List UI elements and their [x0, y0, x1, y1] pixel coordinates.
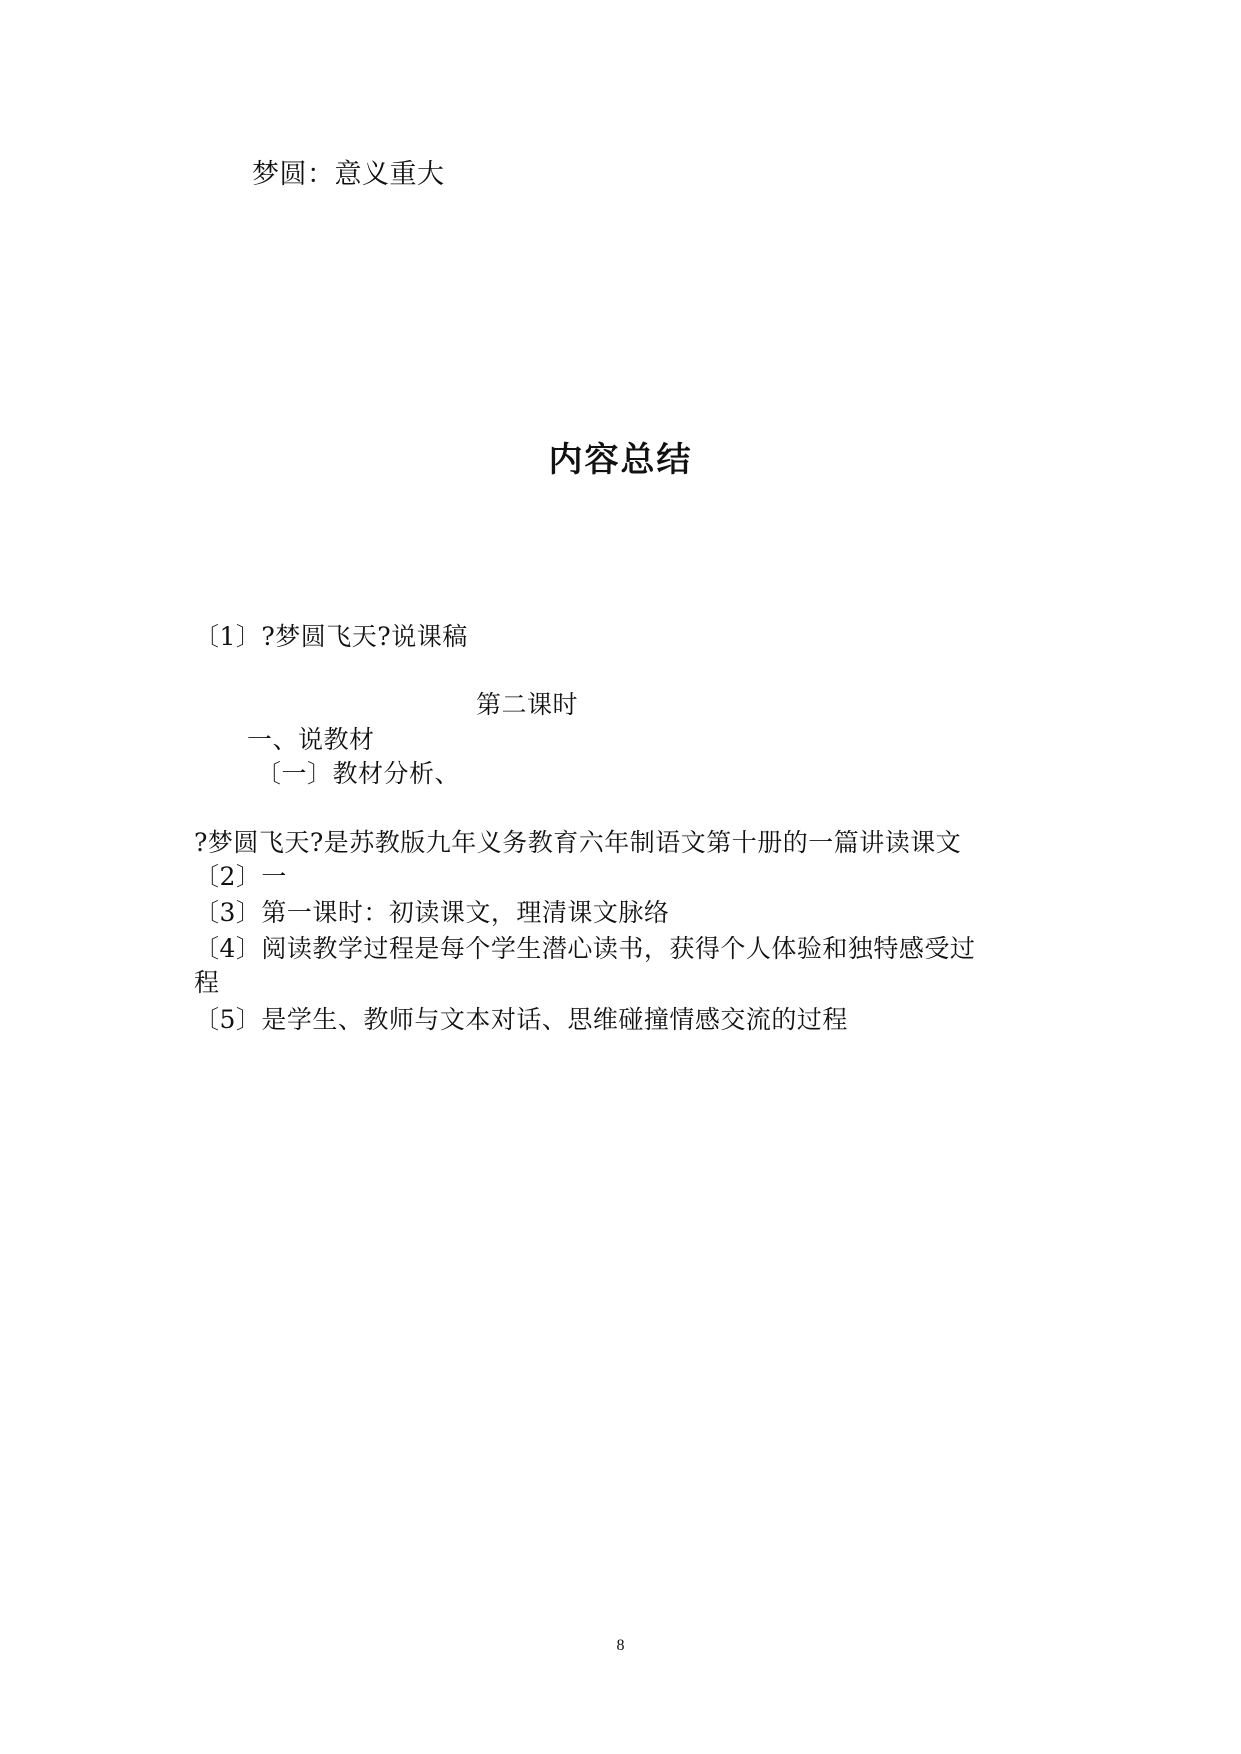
page-number: 8	[616, 1637, 625, 1654]
summary-item-4-line-1: 〔4〕阅读教学过程是每个学生潜心读书，获得个人体验和独特感受过	[194, 934, 976, 963]
summary-item-4-line-2: 程	[194, 968, 220, 997]
top-line-text: 梦圆：意义重大	[252, 159, 445, 190]
summary-title: 内容总结	[548, 440, 693, 480]
subsection-heading: 〔一〕教材分析、	[256, 759, 461, 788]
section-heading: 一、说教材	[247, 725, 375, 754]
summary-item-2: 〔2〕一	[194, 862, 287, 891]
summary-item-1: 〔1〕?梦圆飞天?说课稿	[194, 622, 468, 651]
body-paragraph: ?梦圆飞天?是苏教版九年义务教育六年制语文第十册的一篇讲读课文	[194, 828, 962, 857]
summary-item-3: 〔3〕第一课时：初读课文，理清课文脉络	[194, 898, 670, 927]
summary-item-5: 〔5〕是学生、教师与文本对话、思维碰撞情感交流的过程	[194, 1005, 848, 1034]
lesson-heading: 第二课时	[476, 690, 579, 719]
